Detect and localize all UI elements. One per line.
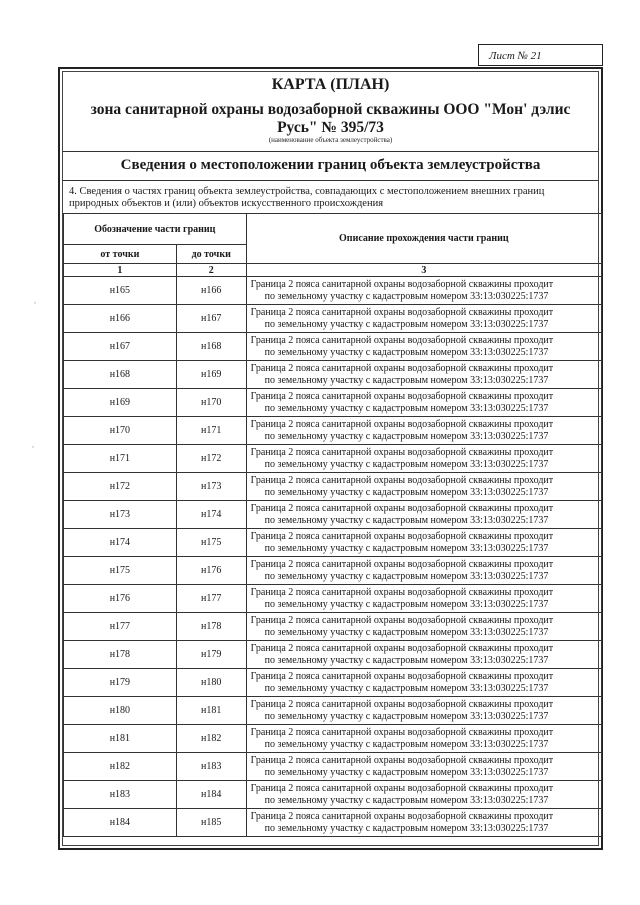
description-line-2: по земельному участку с кадастровым номером 33:13:030225:1737 [264,346,549,358]
table-row [64,501,602,529]
table-row [64,333,602,361]
description-cell [246,333,601,361]
description-line-2: по земельному участку с кадастровым номером 33:13:030225:1737 [264,290,549,302]
table-row [64,529,602,557]
scan-mark: , [34,296,36,305]
boundaries-table [63,213,602,837]
description-line-1: Граница 2 пояса санитарной охраны водозаборной скважины проходит [250,698,554,710]
from-point-cell: н184 [64,809,177,837]
description-cell [246,585,601,613]
table-row [64,669,602,697]
to-point-cell: н173 [176,473,246,501]
description-cell [246,781,601,809]
table-row [64,697,602,725]
description-line-1: Граница 2 пояса санитарной охраны водозаборной скважины проходит [250,474,554,486]
description-cell [246,417,601,445]
description-cell [246,529,601,557]
document-subtitle: зона санитарной охраны водозаборной скважины ООО "Мон' дэлис Русь" № 395/73 [90,101,571,136]
table-row [64,305,602,333]
from-point-cell: н174 [64,529,177,557]
description-cell [246,389,601,417]
description-line-1: Граница 2 пояса санитарной охраны водозаборной скважины проходит [250,390,554,402]
table-row [64,557,602,585]
from-point-cell: н177 [64,613,177,641]
from-point-cell: н176 [64,585,177,613]
object-name-caption: (наименование объекта землеустройства) [268,136,393,144]
description-cell [246,501,601,529]
table-row [64,781,602,809]
description-line-2: по земельному участку с кадастровым номером 33:13:030225:1737 [264,486,549,498]
from-point-cell: н166 [64,305,177,333]
to-point-cell: н169 [176,361,246,389]
description-line-1: Граница 2 пояса санитарной охраны водозаборной скважины проходит [250,754,554,766]
table-row [64,277,602,305]
to-point-cell: н180 [176,669,246,697]
description-line-2: по земельному участку с кадастровым номером 33:13:030225:1737 [264,430,549,442]
description-cell [246,305,601,333]
table-row [64,753,602,781]
description-cell [246,277,601,305]
table-row [64,585,602,613]
column-number: 3 [246,264,601,277]
table-row [64,725,602,753]
to-point-cell: н185 [176,809,246,837]
from-point-cell: н169 [64,389,177,417]
description-line-2: по земельному участку с кадастровым номером 33:13:030225:1737 [264,710,549,722]
to-point-cell: н183 [176,753,246,781]
from-point-header: от точки [64,245,177,264]
column-number: 2 [176,264,246,277]
description-line-1: Граница 2 пояса санитарной охраны водозаборной скважины проходит [250,278,554,290]
from-point-cell: н175 [64,557,177,585]
from-point-cell: н173 [64,501,177,529]
designation-header: Обозначение части границ [64,214,247,245]
description-line-1: Граница 2 пояса санитарной охраны водозаборной скважины проходит [250,614,554,626]
description-cell [246,669,601,697]
description-line-1: Граница 2 пояса санитарной охраны водозаборной скважины проходит [250,502,554,514]
document-inner-frame [62,71,599,846]
to-point-cell: н175 [176,529,246,557]
description-line-1: Граница 2 пояса санитарной охраны водозаборной скважины проходит [250,530,554,542]
description-cell [246,809,601,837]
description-line-2: по земельному участку с кадастровым номером 33:13:030225:1737 [264,514,549,526]
description-cell [246,753,601,781]
description-cell [246,473,601,501]
to-point-cell: н182 [176,725,246,753]
to-point-cell: н171 [176,417,246,445]
from-point-cell: н181 [64,725,177,753]
from-point-cell: н167 [64,333,177,361]
column-number: 1 [64,264,177,277]
description-line-1: Граница 2 пояса санитарной охраны водозаборной скважины проходит [250,810,554,822]
to-point-cell: н184 [176,781,246,809]
description-line-2: по земельному участку с кадастровым номером 33:13:030225:1737 [264,542,549,554]
description-line-1: Граница 2 пояса санитарной охраны водозаборной скважины проходит [250,306,554,318]
description-line-2: по земельному участку с кадастровым номером 33:13:030225:1737 [264,374,549,386]
description-cell [246,725,601,753]
to-point-cell: н172 [176,445,246,473]
description-line-2: по земельному участку с кадастровым номером 33:13:030225:1737 [264,794,549,806]
description-cell [246,613,601,641]
description-line-1: Граница 2 пояса санитарной охраны водозаборной скважины проходит [250,726,554,738]
from-point-cell: н171 [64,445,177,473]
scan-mark: , [32,440,34,449]
section-title: Сведения о местоположении границ объекта землеустройства [120,157,541,173]
description-line-2: по земельному участку с кадастровым номером 33:13:030225:1737 [264,654,549,666]
from-point-cell: н182 [64,753,177,781]
description-line-2: по земельному участку с кадастровым номером 33:13:030225:1737 [264,570,549,582]
from-point-cell: н179 [64,669,177,697]
table-row [64,361,602,389]
description-line-1: Граница 2 пояса санитарной охраны водозаборной скважины проходит [250,362,554,374]
to-point-header: до точки [176,245,246,264]
description-header: Описание прохождения части границ [246,214,601,264]
description-line-2: по земельному участку с кадастровым номером 33:13:030225:1737 [264,766,549,778]
description-line-2: по земельному участку с кадастровым номером 33:13:030225:1737 [264,682,549,694]
section-divider-2 [63,180,598,181]
description-line-1: Граница 2 пояса санитарной охраны водозаборной скважины проходит [250,446,554,458]
to-point-cell: н181 [176,697,246,725]
description-line-2: по земельному участку с кадастровым номером 33:13:030225:1737 [264,738,549,750]
description-line-1: Граница 2 пояса санитарной охраны водозаборной скважины проходит [250,586,554,598]
description-cell [246,697,601,725]
description-cell [246,641,601,669]
from-point-cell: н168 [64,361,177,389]
section-divider [63,151,598,152]
to-point-cell: н170 [176,389,246,417]
from-point-cell: н183 [64,781,177,809]
description-cell [246,361,601,389]
table-row [64,809,602,837]
to-point-cell: н166 [176,277,246,305]
from-point-cell: н170 [64,417,177,445]
from-point-cell: н178 [64,641,177,669]
description-line-1: Граница 2 пояса санитарной охраны водозаборной скважины проходит [250,670,554,682]
description-line-1: Граница 2 пояса санитарной охраны водозаборной скважины проходит [250,418,554,430]
to-point-cell: н176 [176,557,246,585]
to-point-cell: н177 [176,585,246,613]
description-cell [246,445,601,473]
table-row [64,641,602,669]
table-row [64,417,602,445]
description-line-1: Граница 2 пояса санитарной охраны водозаборной скважины проходит [250,642,554,654]
to-point-cell: н179 [176,641,246,669]
description-line-2: по земельному участку с кадастровым номером 33:13:030225:1737 [264,458,549,470]
to-point-cell: н167 [176,305,246,333]
from-point-cell: н180 [64,697,177,725]
from-point-cell: н172 [64,473,177,501]
description-line-2: по земельному участку с кадастровым номером 33:13:030225:1737 [264,626,549,638]
sheet-number-label: Лист № 21 [478,44,603,66]
section-paragraph: 4. Сведения о частях границ объекта землеустройства, совпадающих с местоположением внешних границ природных объектов и (или) объектов искусственного происхождения [69,186,545,209]
from-point-cell: н165 [64,277,177,305]
table-row [64,389,602,417]
to-point-cell: н174 [176,501,246,529]
table-row [64,473,602,501]
document-title: КАРТА (ПЛАН) [271,76,390,93]
description-line-2: по земельному участку с кадастровым номером 33:13:030225:1737 [264,598,549,610]
document-frame [58,67,603,850]
description-line-1: Граница 2 пояса санитарной охраны водозаборной скважины проходит [250,782,554,794]
table-row [64,445,602,473]
description-line-2: по земельному участку с кадастровым номером 33:13:030225:1737 [264,822,549,834]
to-point-cell: н168 [176,333,246,361]
description-cell [246,557,601,585]
table-row [64,613,602,641]
description-line-2: по земельному участку с кадастровым номером 33:13:030225:1737 [264,402,549,414]
description-line-1: Граница 2 пояса санитарной охраны водозаборной скважины проходит [250,334,554,346]
description-line-1: Граница 2 пояса санитарной охраны водозаборной скважины проходит [250,558,554,570]
description-line-2: по земельному участку с кадастровым номером 33:13:030225:1737 [264,318,549,330]
to-point-cell: н178 [176,613,246,641]
